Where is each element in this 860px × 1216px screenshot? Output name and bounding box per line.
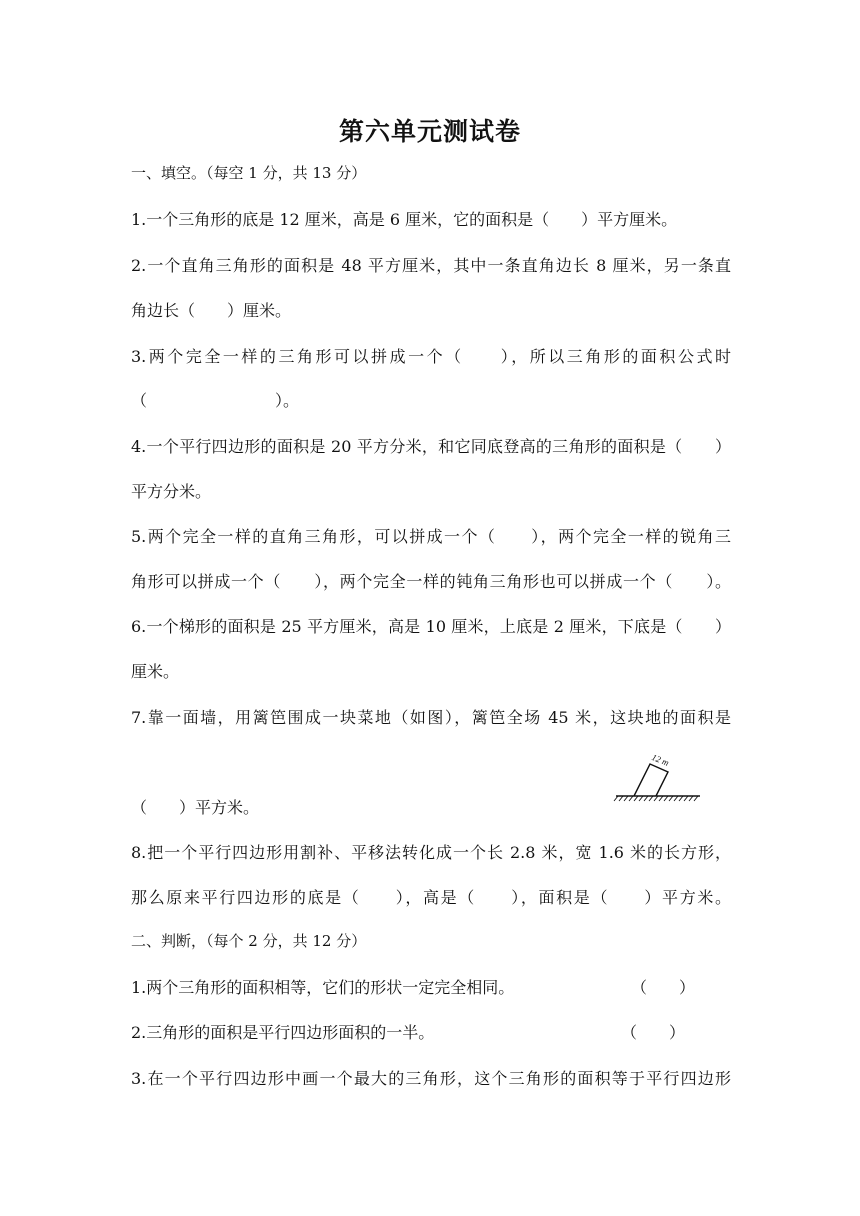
section-2-heading: 二、判断，（每个 2 分，共 12 分） [131, 932, 367, 950]
question-1-1: 1.一个三角形的底是 12 厘米，高是 6 厘米，它的面积是（ ）平方厘米。 [131, 210, 678, 229]
question-1-3-line-2: （ ）。 [131, 391, 300, 410]
question-1-8-line-2: 那么原来平行四边形的底是（ ），高是（ ），面积是（ ）平方米。 [131, 888, 731, 907]
question-1-4-line-2: 平方分米。 [131, 482, 212, 501]
judge-question-3-line-1: 3.在一个平行四边形中画一个最大的三角形，这个三角形的面积等于平行四边形 [131, 1069, 731, 1088]
judge-question-1-text: 1.两个三角形的面积相等，它们的形状一定完全相同。 [131, 978, 515, 997]
judge-question-1-blank: （ ） [631, 978, 696, 997]
question-1-2-line-2: 角边长（ ）厘米。 [131, 301, 292, 320]
page-title: 第六单元测试卷 [338, 117, 521, 146]
judge-question-2 [131, 1020, 731, 1043]
question-1-6-line-1: 6.一个梯形的面积是 25 平方厘米，高是 10 厘米，上底是 2 厘米，下底是（ ） [131, 617, 731, 636]
question-1-5-line-2: 角形可以拼成一个（ ），两个完全一样的钝角三角形也可以拼成一个（ ）。 [131, 572, 731, 591]
judge-question-2-blank: （ ） [621, 1023, 686, 1042]
question-1-8-line-1: 8.把一个平行四边形用割补、平移法转化成一个长 2.8 米，宽 1.6 米的长方形， [131, 843, 731, 862]
question-1-4-line-1: 4.一个平行四边形的面积是 20 平方分米，和它同底登高的三角形的面积是（ ） [131, 437, 731, 456]
judge-question-1 [131, 975, 731, 998]
judge-question-2-text: 2.三角形的面积是平行四边形面积的一半。 [131, 1023, 435, 1042]
question-1-3-line-1: 3.两个完全一样的三角形可以拼成一个（ ），所以三角形的面积公式时 [131, 347, 731, 366]
section-1-heading: 一、填空。（每空 1 分，共 13 分） [131, 164, 367, 182]
fence-trapezoid [634, 764, 668, 796]
figure-label: 12 m [650, 752, 671, 768]
question-1-6-line-2: 厘米。 [131, 662, 180, 681]
question-1-7-line-1: 7.靠一面墙，用篱笆围成一块菜地（如图），篱笆全场 45 米，这块地的面积是 [131, 708, 731, 727]
question-1-5-line-1: 5.两个完全一样的直角三角形，可以拼成一个（ ），两个完全一样的锐角三 [131, 527, 731, 546]
question-1-2-line-1: 2.一个直角三角形的面积是 48 平方厘米，其中一条直角边长 8 厘米，另一条直 [131, 256, 731, 275]
question-1-7-line-2: （ ）平方米。 [131, 798, 260, 817]
